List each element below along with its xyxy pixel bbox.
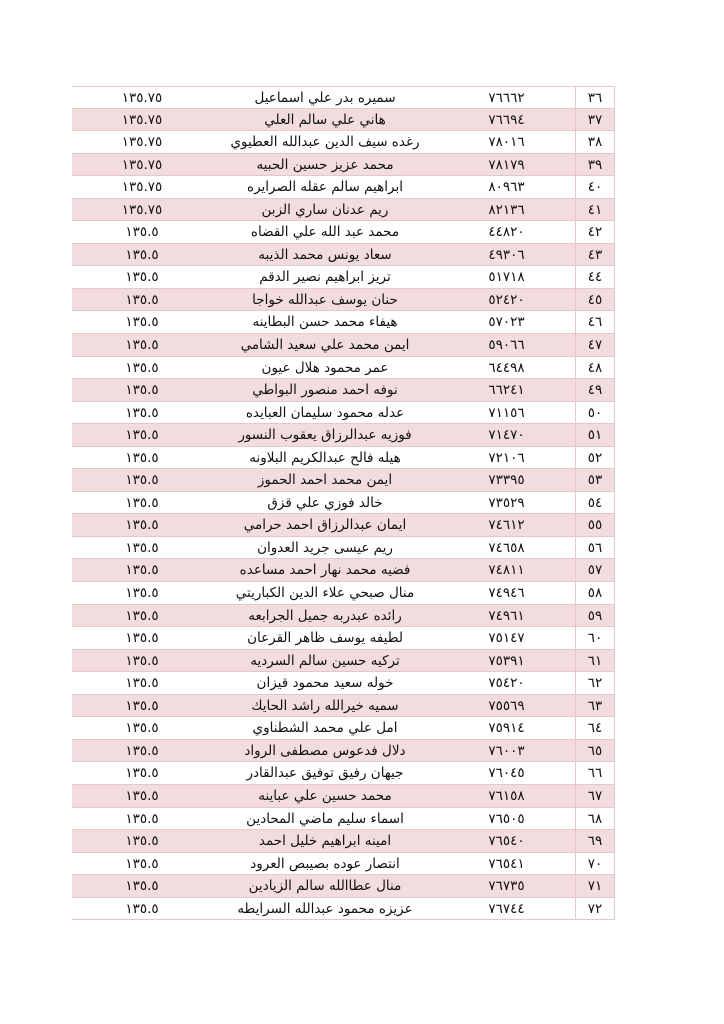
row-score: ١٣٥.٥ <box>125 855 159 872</box>
row-index: ٤٧ <box>575 334 615 356</box>
row-name: رائده عبدربه جميل الجرابعه <box>248 607 402 624</box>
row-score: ١٣٥.٥ <box>125 291 159 308</box>
row-score: ١٣٥.٥ <box>125 246 159 263</box>
row-score: ١٣٥.٥ <box>125 382 159 399</box>
table-row <box>72 695 615 718</box>
row-index: ٦٦ <box>575 762 615 784</box>
table-row <box>72 559 615 582</box>
table-row <box>72 379 615 402</box>
row-index: ٦٣ <box>575 695 615 717</box>
table-row <box>72 762 615 785</box>
row-score: ١٣٥.٧٥ <box>121 201 163 218</box>
row-score: ١٣٥.٥ <box>125 359 159 376</box>
row-number: ٧٦٧٤٤ <box>488 900 525 917</box>
row-number: ٧٦٧٣٥ <box>488 878 525 895</box>
table-row <box>72 311 615 334</box>
row-name: سعاد يونس محمد الذيبه <box>258 246 392 263</box>
row-score: ١٣٥.٥ <box>125 697 159 714</box>
row-number: ٥١٧١٨ <box>488 269 525 286</box>
row-index: ٤٣ <box>575 244 615 266</box>
table-row <box>72 199 615 222</box>
table-row <box>72 785 615 808</box>
row-number: ٧٥٥٦٩ <box>488 697 525 714</box>
row-score: ١٣٥.٧٥ <box>121 134 163 151</box>
row-score: ١٣٥.٥ <box>125 562 159 579</box>
row-name: عمر محمود هلال عيون <box>261 359 389 376</box>
row-number: ٧٨١٧٩ <box>488 156 525 173</box>
table-row <box>72 469 615 492</box>
row-name: فضيه محمد نهار احمد مساعده <box>239 562 411 579</box>
row-number: ٤٤٨٢٠ <box>488 224 525 241</box>
row-name: امينه ابراهيم خليل احمد <box>258 833 392 850</box>
row-index: ٦٩ <box>575 830 615 852</box>
table-row <box>72 672 615 695</box>
row-score: ١٣٥.٥ <box>125 742 159 759</box>
row-name: رغده سيف الدين عبدالله العطيوي <box>230 134 420 151</box>
row-number: ٧٥٣٩١ <box>488 652 525 669</box>
row-index: ٧١ <box>575 875 615 897</box>
row-number: ٧٥٤٢٠ <box>488 675 525 692</box>
row-number: ٨٢١٣٦ <box>488 201 525 218</box>
row-index: ٥٨ <box>575 582 615 604</box>
row-index: ٦٥ <box>575 740 615 762</box>
row-number: ٧٥٩١٤ <box>488 720 525 737</box>
row-index: ٣٩ <box>575 154 615 176</box>
row-index: ٥٠ <box>575 402 615 424</box>
row-score: ١٣٥.٥ <box>125 224 159 241</box>
row-name: هاني علي سالم العلي <box>264 111 386 128</box>
row-number: ٧٤٩٦١ <box>488 607 525 624</box>
table-row <box>72 221 615 244</box>
row-score: ١٣٥.٥ <box>125 269 159 286</box>
row-name: اسماء سليم ماضي المحادين <box>246 810 404 827</box>
row-index: ٦١ <box>575 650 615 672</box>
row-name: جيهان رفيق توفيق عبدالقادر <box>246 765 404 782</box>
row-name: ريم عيسى جريد العدوان <box>257 539 393 556</box>
table-row <box>72 537 615 560</box>
row-number: ٧٣٣٩٥ <box>488 472 525 489</box>
row-name: تركيه حسين سالم السرديه <box>250 652 400 669</box>
row-number: ٧١١٥٦ <box>488 404 525 421</box>
row-score: ١٣٥.٥ <box>125 337 159 354</box>
row-number: ٧٤٦٥٨ <box>488 539 525 556</box>
table-row <box>72 447 615 470</box>
row-number: ٥٧٠٢٣ <box>488 314 525 331</box>
row-number: ٧٦٦٦٢ <box>488 90 525 106</box>
table-row <box>72 266 615 289</box>
row-score: ١٣٥.٥ <box>125 878 159 895</box>
row-number: ٧٦٥٤٠ <box>488 833 525 850</box>
row-name: منال عطاالله سالم الزيادين <box>248 878 402 895</box>
row-name: محمد حسين علي عباينه <box>258 787 392 804</box>
table-row <box>72 109 615 132</box>
row-index: ٦٤ <box>575 717 615 739</box>
row-index: ٧٠ <box>575 853 615 875</box>
table-row <box>72 650 615 673</box>
row-index: ٦٠ <box>575 627 615 649</box>
row-name: محمد عزيز حسين الحبيه <box>256 156 394 173</box>
row-score: ١٣٥.٥ <box>125 810 159 827</box>
table-row <box>72 334 615 357</box>
row-index: ٤٨ <box>575 357 615 379</box>
row-score: ١٣٥.٥ <box>125 494 159 511</box>
row-index: ٥٢ <box>575 447 615 469</box>
row-index: ٧٢ <box>575 898 615 920</box>
row-score: ١٣٥.٥ <box>125 607 159 624</box>
row-index: ٤٦ <box>575 311 615 333</box>
table-row <box>72 176 615 199</box>
table-row <box>72 492 615 515</box>
row-name: ابراهيم سالم عقله الصرايره <box>247 179 403 196</box>
row-name: تريز ابراهيم نصير الدقم <box>259 269 391 286</box>
row-number: ٧٤٦١٢ <box>488 517 525 534</box>
row-index: ٣٦ <box>575 87 615 108</box>
row-name: دلال فدعوس مصطفى الرواد <box>244 742 406 759</box>
row-index: ٥٩ <box>575 605 615 627</box>
row-index: ٥١ <box>575 424 615 446</box>
row-number: ٧٤٨١١ <box>488 562 525 579</box>
row-score: ١٣٥.٥ <box>125 517 159 534</box>
row-index: ٤٠ <box>575 176 615 198</box>
row-score: ١٣٥.٥ <box>125 472 159 489</box>
row-name: نوفه احمد منصور البواطي <box>252 382 398 399</box>
row-name: ايمان عبدالرزاق احمد حرامي <box>243 517 407 534</box>
row-name: سميه خيرالله راشد الحايك <box>251 697 399 714</box>
row-name: محمد عبد الله علي القضاه <box>250 224 400 241</box>
row-score: ١٣٥.٥ <box>125 449 159 466</box>
row-name: ريم عدنان ساري الزبن <box>261 201 389 218</box>
row-index: ٦٨ <box>575 808 615 830</box>
row-score: ١٣٥.٥ <box>125 585 159 602</box>
row-name: امل علي محمد الشطناوي <box>252 720 398 737</box>
row-index: ٥٥ <box>575 514 615 536</box>
table-row <box>72 402 615 425</box>
row-name: عدله محمود سليمان العبايده <box>245 404 405 421</box>
table-row <box>72 605 615 628</box>
table-row <box>72 582 615 605</box>
row-number: ٧٦٥٤١ <box>488 855 525 872</box>
row-index: ٥٧ <box>575 559 615 581</box>
row-number: ٧٤٩٤٦ <box>488 585 525 602</box>
row-number: ٥٢٤٢٠ <box>488 291 525 308</box>
row-name: هيفاء محمد حسن البطاينه <box>252 314 398 331</box>
row-name: خالد فوزي علي قزق <box>267 494 383 511</box>
row-score: ١٣٥.٧٥ <box>121 179 163 196</box>
row-index: ٤١ <box>575 199 615 221</box>
table-row <box>72 514 615 537</box>
table-row <box>72 853 615 876</box>
row-score: ١٣٥.٥ <box>125 314 159 331</box>
row-index: ٦٢ <box>575 672 615 694</box>
row-number: ٦٦٢٤١ <box>488 382 525 399</box>
row-number: ٧٢١٠٦ <box>488 449 525 466</box>
table-row <box>72 154 615 177</box>
row-name: انتصار عوده بصيبص العرود <box>250 855 400 872</box>
row-score: ١٣٥.٥ <box>125 652 159 669</box>
row-score: ١٣٥.٥ <box>125 833 159 850</box>
row-number: ٧٦١٥٨ <box>488 787 525 804</box>
table-row <box>72 86 615 109</box>
table-row <box>72 357 615 380</box>
table-row <box>72 740 615 763</box>
row-score: ١٣٥.٧٥ <box>121 156 163 173</box>
row-number: ٧٣٥٢٩ <box>488 494 525 511</box>
row-name: ايمن محمد علي سعيد الشامي <box>240 337 410 354</box>
row-index: ٦٧ <box>575 785 615 807</box>
row-name: منال صبحي علاء الدين الكباريتي <box>235 585 415 602</box>
row-score: ١٣٥.٧٥ <box>121 90 163 106</box>
row-index: ٤٥ <box>575 289 615 311</box>
row-score: ١٣٥.٥ <box>125 630 159 647</box>
row-number: ٧٦٥٠٥ <box>488 810 525 827</box>
row-score: ١٣٥.٥ <box>125 539 159 556</box>
row-index: ٥٦ <box>575 537 615 559</box>
row-number: ٧٦٠٠٣ <box>488 742 525 759</box>
row-index: ٥٤ <box>575 492 615 514</box>
row-number: ٦٤٤٩٨ <box>488 359 525 376</box>
row-score: ١٣٥.٥ <box>125 765 159 782</box>
table-row <box>72 717 615 740</box>
row-score: ١٣٥.٧٥ <box>121 111 163 128</box>
table-row <box>72 289 615 312</box>
row-name: لطيفه يوسف ظاهر القرعان <box>247 630 403 647</box>
row-number: ٧٥١٤٧ <box>488 630 525 647</box>
row-name: عزيزه محمود عبدالله السرايطه <box>237 900 413 917</box>
row-number: ٥٩٠٦٦ <box>488 337 525 354</box>
row-name: حنان يوسف عبدالله خواجا <box>252 291 398 308</box>
table-row <box>72 424 615 447</box>
row-index: ٤٩ <box>575 379 615 401</box>
table-row <box>72 875 615 898</box>
row-index: ٤٢ <box>575 221 615 243</box>
row-index: ٥٣ <box>575 469 615 491</box>
row-score: ١٣٥.٥ <box>125 900 159 917</box>
row-number: ٧٦٦٩٤ <box>488 111 525 128</box>
row-number: ٧١٤٧٠ <box>488 427 525 444</box>
row-name: خوله سعيد محمود قيزان <box>256 675 394 692</box>
table-row <box>72 627 615 650</box>
row-name: سميره بدر علي اسماعيل <box>254 90 396 106</box>
row-index: ٣٨ <box>575 131 615 153</box>
row-name: ايمن محمد احمد الحموز <box>257 472 393 489</box>
row-score: ١٣٥.٥ <box>125 787 159 804</box>
row-number: ٧٨٠١٦ <box>488 134 525 151</box>
row-name: فوزيه عبدالرزاق يعقوب النسور <box>238 427 412 444</box>
row-index: ٤٤ <box>575 266 615 288</box>
results-table <box>72 86 615 920</box>
row-index: ٣٧ <box>575 109 615 131</box>
row-number: ٤٩٣٠٦ <box>488 246 525 263</box>
table-row <box>72 131 615 154</box>
row-number: ٧٦٠٤٥ <box>488 765 525 782</box>
row-score: ١٣٥.٥ <box>125 675 159 692</box>
row-score: ١٣٥.٥ <box>125 720 159 737</box>
table-row <box>72 898 615 921</box>
row-score: ١٣٥.٥ <box>125 404 159 421</box>
table-row <box>72 244 615 267</box>
table-row <box>72 830 615 853</box>
row-name: هيله فالح عبدالكريم البلاونه <box>249 449 401 466</box>
table-row <box>72 808 615 831</box>
row-number: ٨٠٩٦٣ <box>488 179 525 196</box>
row-score: ١٣٥.٥ <box>125 427 159 444</box>
